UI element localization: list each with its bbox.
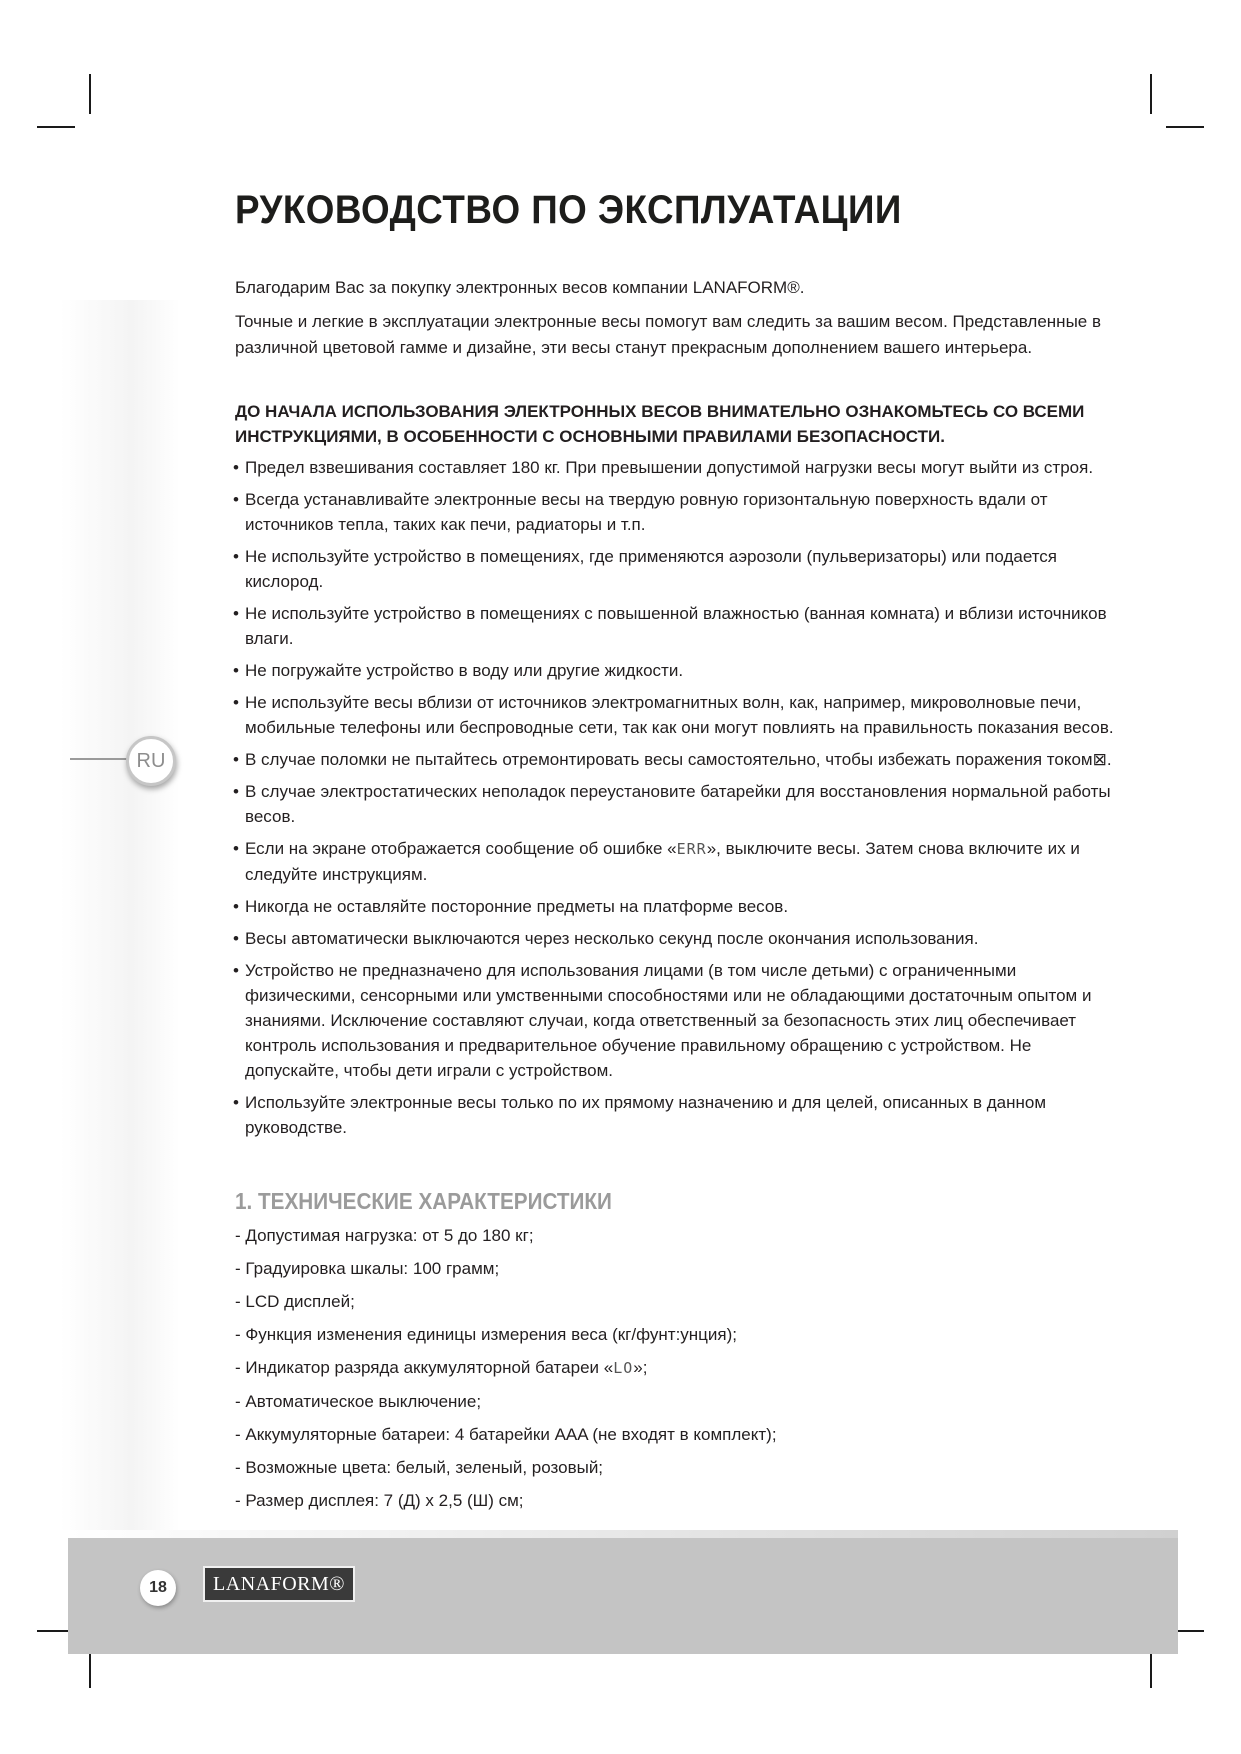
crop-mark: [1150, 1648, 1152, 1688]
list-item: - Возможные цвета: белый, зеленый, розовый;: [235, 1458, 604, 1477]
list-item-text: Не погружайте устройство в воду или другие жидкости.: [245, 661, 684, 680]
sidebar-shade: [60, 300, 180, 1530]
list-item-text: - Индикатор разряда аккумуляторной батареи «: [235, 1358, 614, 1377]
list-item: - LCD дисплей;: [235, 1292, 355, 1311]
list-item: - Аккумуляторные батареи: 4 батарейки AAA (не входят в комплект);: [235, 1425, 777, 1444]
list-item: [235, 836, 1115, 887]
intro-paragraph: Благодарим Вас за покупку электронных весов компании LANAFORM®.: [235, 278, 805, 297]
list-item: - Автоматическое выключение;: [235, 1392, 482, 1411]
crop-mark: [89, 74, 91, 114]
crop-mark: [89, 1648, 91, 1688]
list-item: [235, 455, 1115, 480]
list-item-text: Устройство не предназначено для использования лицами (в том числе детьми) с ограниченными физическими, сенсорными или умственными способностями или не обладающими достаточным опытом и знаниями. Исключение составляют случаи, когда ответственный за безопасность этих лиц обеспечивает контроль использования и предварительное обучение правильному обращению с устройством. Не допускайте, чтобы дети играли с устройством.: [245, 961, 1092, 1080]
list-item: - Функция изменения единицы измерения веса (кг/фунт:унция);: [235, 1325, 737, 1344]
list-item: [235, 1090, 1115, 1140]
list-item: [235, 544, 1115, 594]
list-item-text: Предел взвешивания составляет 180 кг. При превышении допустимой нагрузки весы могут выйти из строя.: [245, 458, 1094, 477]
language-tab-line: [70, 758, 132, 760]
lo-code-display: LO: [613, 1359, 634, 1377]
list-item: - Градуировка шкалы: 100 грамм;: [235, 1259, 500, 1278]
language-badge: RU: [126, 736, 176, 786]
page-number: 18: [140, 1570, 176, 1606]
list-item: [235, 958, 1115, 1083]
bullet-icon: •: [233, 961, 239, 980]
warning-heading: ДО НАЧАЛА ИСПОЛЬЗОВАНИЯ ЭЛЕКТРОННЫХ ВЕСОВ ВНИМАТЕЛЬНО ОЗНАКОМЬТЕСЬ СО ВСЕМИ ИНСТРУКЦИЯМИ, В ОСОБЕННОСТИ С ОСНОВНЫМИ ПРАВИЛАМИ БЕЗОПАСНОСТИ.: [235, 402, 1085, 446]
list-item-text: В случае электростатических неполадок переустановите батарейки для восстановления нормальной работы весов.: [245, 782, 1111, 826]
bullet-icon: •: [233, 897, 239, 916]
list-item: [235, 601, 1115, 651]
list-item-text: Не используйте устройство в помещениях, где применяются аэрозоли (пульверизаторы) или подается кислород.: [245, 547, 1058, 591]
list-item-text: Всегда устанавливайте электронные весы на твердую ровную горизонтальную поверхность вдали от источников тепла, таких как печи, радиаторы и т.п.: [245, 490, 1048, 534]
specs-list: [235, 1223, 1115, 1513]
specs-heading: 1. ТЕХНИЧЕСКИЕ ХАРАКТЕРИСТИКИ: [235, 1188, 612, 1214]
list-item-text: Весы автоматически выключаются через несколько секунд после окончания использования.: [245, 929, 979, 948]
intro-paragraph: Точные и легкие в эксплуатации электронные весы помогут вам следить за вашим весом. Представленные в различной цветовой гамме и дизайне, эти весы станут прекрасным дополнением вашего интерьера.: [235, 312, 1101, 357]
bullet-icon: •: [233, 750, 239, 769]
list-item-text: »;: [633, 1358, 648, 1377]
bullet-icon: •: [233, 661, 239, 680]
bullet-icon: •: [233, 1093, 239, 1112]
list-item-text: В случае поломки не пытайтесь отремонтировать весы самостоятельно, чтобы избежать поражения током⊠.: [245, 750, 1112, 769]
bullet-icon: •: [233, 604, 239, 623]
list-item: [235, 894, 1115, 919]
list-item: [235, 926, 1115, 951]
crop-mark: [37, 126, 75, 128]
list-item-text: Не используйте весы вблизи от источников электромагнитных волн, как, например, микроволновые печи, мобильные телефоны или беспроводные сети, так как они могут повлиять на правильность показания весов.: [245, 693, 1114, 737]
bullet-icon: •: [233, 458, 239, 477]
list-item-text: Никогда не оставляйте посторонние предметы на платформе весов.: [245, 897, 789, 916]
list-item: - Размер дисплея: 7 (Д) x 2,5 (Ш) см;: [235, 1491, 524, 1510]
brand-logo: LANAFORM®: [203, 1566, 355, 1602]
crop-mark: [1150, 74, 1152, 114]
safety-rules-list: [235, 455, 1115, 1140]
list-item: [235, 487, 1115, 537]
list-item-text: », выключите весы. Затем снова включите их и следуйте инструкциям.: [245, 839, 1080, 884]
bullet-icon: •: [233, 693, 239, 712]
list-item-text: Не используйте устройство в помещениях с повышенной влажностью (ванная комната) и вблизи источников влаги.: [245, 604, 1107, 648]
list-item: [235, 1355, 1115, 1381]
list-item-text: Используйте электронные весы только по их прямому назначению и для целей, описанных в данном руководстве.: [245, 1093, 1047, 1137]
bullet-icon: •: [233, 929, 239, 948]
err-code-display: ERR: [676, 840, 707, 858]
list-item: [235, 747, 1115, 772]
intro: [235, 275, 1115, 361]
list-item: [235, 779, 1115, 829]
list-item: [235, 658, 1115, 683]
bullet-icon: •: [233, 782, 239, 801]
page-title: РУКОВОДСТВО ПО ЭКСПЛУАТАЦИИ: [235, 188, 902, 232]
bullet-icon: •: [233, 490, 239, 509]
list-item: [235, 690, 1115, 740]
list-item-text: Если на экране отображается сообщение об ошибке «: [245, 839, 677, 858]
bullet-icon: •: [233, 547, 239, 566]
crop-mark: [1166, 126, 1204, 128]
list-item: - Допустимая нагрузка: от 5 до 180 кг;: [235, 1226, 534, 1245]
main-content: [235, 188, 1115, 1521]
bullet-icon: •: [233, 839, 239, 858]
